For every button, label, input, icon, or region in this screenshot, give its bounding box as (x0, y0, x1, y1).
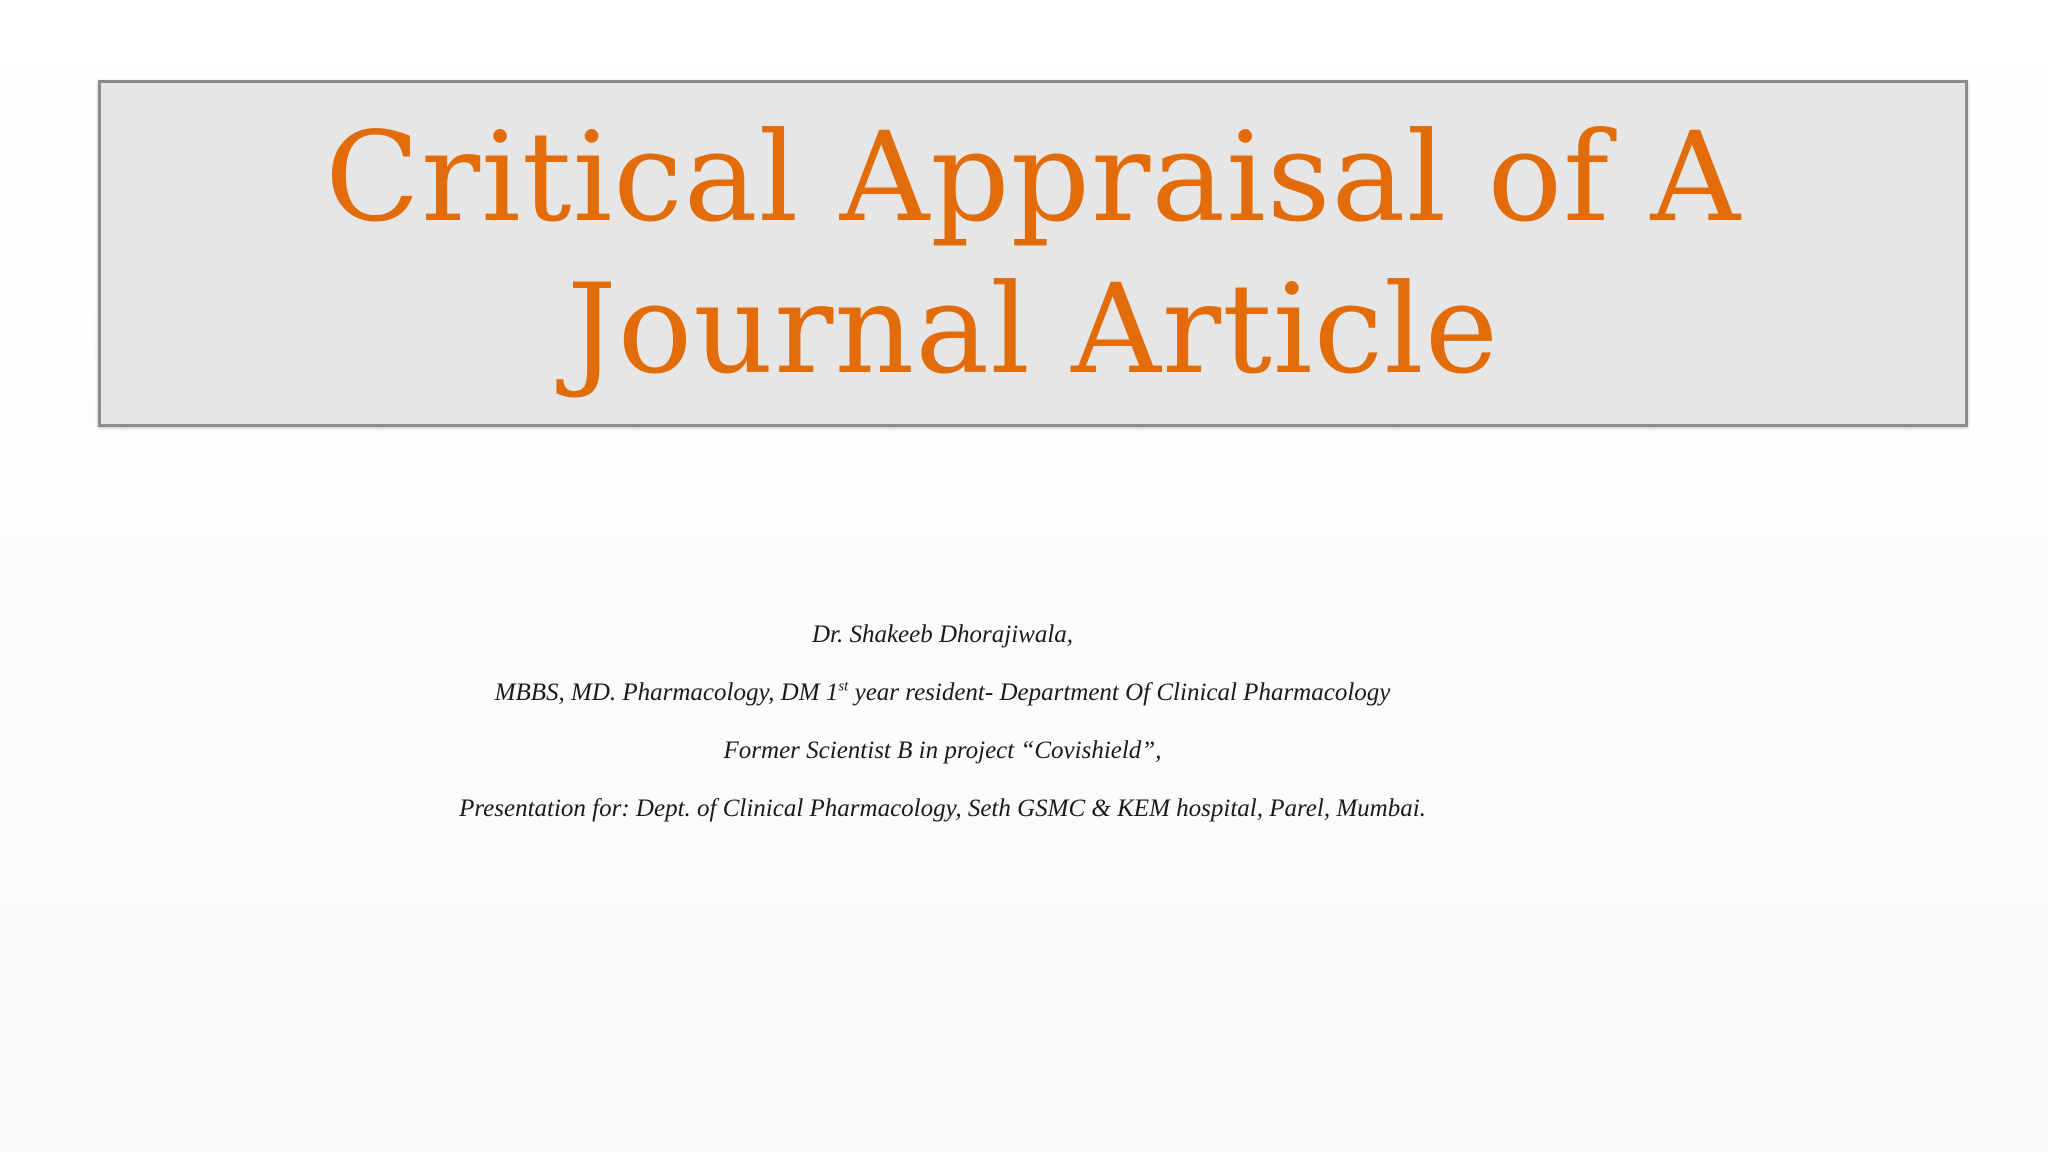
credentials-suffix: year resident- Department Of Clinical Pharmacology (848, 679, 1391, 706)
title-box (98, 80, 1968, 427)
author-name: Dr. Shakeeb Dhorajiwala, (811, 621, 1074, 648)
credentials-superscript: st (838, 678, 849, 695)
presentation-for: Presentation for: Dept. of Clinical Pharmacology, Seth GSMC & KEM hospital, Parel, Mumbai. (459, 795, 1426, 822)
credentials-prefix: MBBS, MD. Pharmacology, DM 1 (494, 679, 839, 706)
slide-title: Critical Appraisal of A Journal Article (324, 105, 1742, 402)
author-credentials (340, 664, 1545, 722)
former-role: Former Scientist B in project “Covishield”, (723, 737, 1162, 764)
author-info (340, 606, 1545, 838)
